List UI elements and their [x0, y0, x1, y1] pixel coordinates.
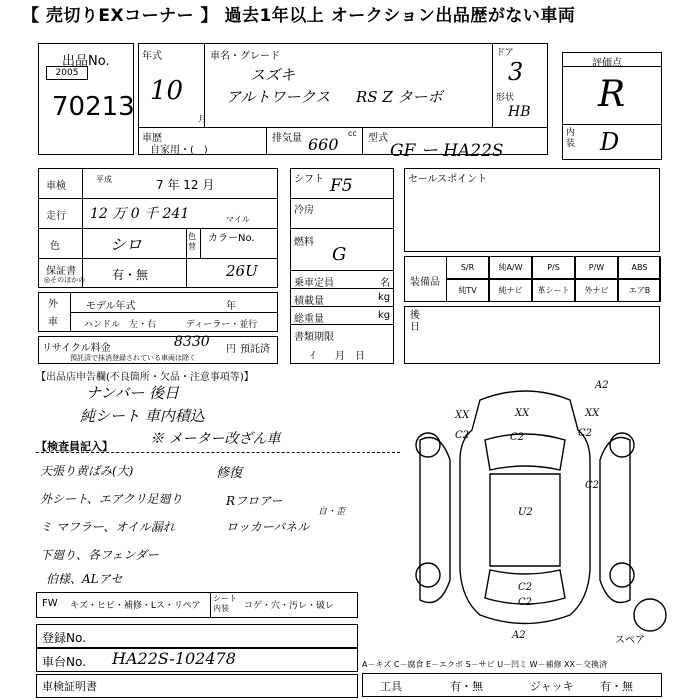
equipment-cell-1-1: 純ナビ	[489, 279, 532, 302]
equipment-cell-1-2: 革シート	[532, 279, 575, 302]
recycle-status: 預託済	[240, 344, 270, 355]
grade-label: 評価点	[592, 58, 622, 69]
lot-number: 70213	[52, 92, 135, 122]
gross-unit: kg	[378, 310, 391, 321]
mark-c2-3: C2	[578, 428, 593, 439]
equipment-cell-1-0: 純TV	[446, 279, 489, 302]
left-side-outline	[420, 438, 450, 603]
inspection-value: 7 年 12 月	[156, 178, 215, 192]
equipment-cell-1-3: 外ナビ	[575, 279, 618, 302]
doors-value: 3	[508, 58, 524, 86]
inspector-line-4: 下廻り、各フェンダー	[40, 548, 159, 562]
page-header	[0, 0, 700, 32]
shape-value: HB	[508, 104, 531, 120]
color-code-label: カラーNo.	[208, 233, 255, 244]
jack-label: ジャッキ	[530, 680, 574, 693]
fuel-value: G	[332, 244, 347, 265]
equipment-label: 装備品	[410, 277, 440, 288]
mark-c2-1: C2	[455, 430, 470, 441]
mileage-unit: マイル	[226, 215, 250, 224]
equipment-cell-0-3: P/W	[575, 256, 618, 279]
fuel-label: 燃料	[294, 237, 314, 248]
mark-xx-3: XX	[585, 408, 600, 419]
mark-c2-2: C2	[510, 432, 525, 443]
store-note-3: ※ メーター改ざん車	[150, 431, 281, 447]
mileage-value: 12 万 0 千 241	[90, 206, 190, 222]
sales-point-label: セールスポイント	[408, 174, 488, 185]
rear-label: 後日	[410, 310, 420, 333]
year-unit: 月	[198, 115, 208, 125]
type-value: GF ー HA22S	[390, 141, 504, 161]
registration-label: 登録No.	[42, 631, 86, 645]
fw-label: FW	[42, 598, 58, 609]
displacement-unit: cc	[348, 129, 357, 138]
grade-exterior: R	[598, 74, 626, 115]
capacity-unit: 名	[380, 278, 390, 289]
doc-deadline-value: ｲ 月 日	[310, 351, 365, 362]
color-change: 色替	[188, 232, 196, 251]
mark-a2-bottom: A2	[512, 630, 526, 641]
foreign-row1: モデル年式	[86, 301, 136, 312]
mark-xx-1: XX	[455, 410, 470, 421]
right-side-outline	[600, 438, 630, 603]
inspection-label: 車検	[46, 181, 66, 192]
store-notes-label: 【出品店申告欄(不良箇所・欠品・注意事項等)】	[36, 372, 254, 383]
year-label: 年式	[142, 51, 162, 62]
interior-value: D	[600, 128, 620, 156]
mileage-label: 走行	[46, 211, 66, 222]
windshield-outline	[485, 434, 565, 470]
legend: A－キズ C－腐食 E－エクボ S－サビ U－凹ミ W－補修 XX－交換済	[362, 660, 608, 669]
spare-tire	[634, 599, 666, 631]
inspector-right-2: Rフロアー	[226, 494, 283, 508]
use-label: 車歴	[142, 133, 162, 144]
doors-label: ドア	[496, 48, 514, 58]
capacity-label: 乗車定員	[294, 278, 334, 289]
inspector-line-2: 外シート、エアクリ足廻り	[40, 492, 183, 506]
lot-year-tag: 2005	[46, 66, 88, 80]
gross-label: 総重量	[294, 314, 324, 325]
fw-items: キズ・ヒビ・補修・Lス・リペア	[70, 601, 201, 611]
equipment-cell-1-4: エアB	[618, 279, 661, 302]
foreign-row1-unit: 年	[226, 301, 236, 312]
equipment-cell-0-1: 純A/W	[489, 256, 532, 279]
color-label: 色	[50, 241, 60, 252]
inspector-line-5: 伯様、ALアセ	[46, 572, 123, 586]
fw-seat-label: シート内装	[213, 594, 237, 613]
car-diagram	[400, 370, 690, 645]
recycle-note: 預託済で抹消登録されている車両は除く	[70, 354, 196, 362]
color-value: シロ	[110, 235, 143, 254]
doc-deadline-label: 書類期限	[294, 332, 334, 343]
use-value: 自家用・( )	[150, 145, 208, 156]
foreign-label: 外車	[48, 299, 58, 328]
header-title: 【 売切りEXコーナー 】 過去1年以上 オークション出品歴がない車両	[22, 6, 576, 26]
store-note-1: ナンバー 後日	[86, 384, 179, 402]
inspector-right-3: 自・歪	[318, 507, 346, 517]
recycle-value: 8330	[174, 334, 210, 350]
warranty-note: ◎そのほかの	[44, 276, 86, 284]
model-name: アルトワークス	[226, 88, 331, 106]
mark-c2-6: C2	[518, 597, 533, 608]
tools-value: 有・無	[450, 680, 483, 693]
inspector-line-1: 天張り黄ばみ(大)	[40, 464, 134, 478]
interior-label: 内装	[566, 128, 576, 149]
ac-label: 冷房	[294, 205, 314, 216]
mark-a2-top: A2	[595, 380, 609, 391]
model-grade: RS Z ターボ	[356, 88, 443, 106]
inspection-era: 平成	[96, 175, 112, 184]
mark-c2-5: C2	[518, 582, 533, 593]
shift-label: シフト	[294, 174, 324, 185]
fw-seat-items: コゲ・穴・汚レ・破レ	[244, 601, 335, 611]
load-label: 積載量	[294, 296, 324, 307]
mark-c2-4: C2	[585, 480, 600, 491]
foreign-row2a: ハンドル 左・右	[84, 320, 157, 330]
rear-box	[404, 306, 660, 364]
foreign-row2b: ディーラー・並行	[186, 320, 258, 330]
shape-label: 形状	[496, 93, 515, 103]
roof-outline	[490, 474, 560, 566]
inspector-label: 【検査員記入】	[36, 440, 113, 453]
displacement-label: 排気量	[272, 133, 302, 144]
displacement-value: 660	[308, 135, 339, 154]
recycle-unit: 円	[226, 344, 236, 355]
load-unit: kg	[378, 292, 391, 303]
year-value: 10	[150, 76, 184, 106]
color-code: 26U	[226, 262, 258, 280]
mark-xx-2: XX	[515, 408, 530, 419]
equipment-cell-0-0: S/R	[446, 256, 489, 279]
equipment-cell-0-2: P/S	[532, 256, 575, 279]
jack-value: 有・無	[600, 680, 633, 693]
equipment-cell-0-4: ABS	[618, 256, 661, 279]
recycle-label: リサイクル料金	[42, 343, 111, 354]
spare-label: スペア	[615, 635, 645, 645]
store-note-2: 純シート 車内積込	[80, 407, 205, 425]
chassis-label: 車台No.	[42, 655, 86, 669]
warranty-value: 有・無	[112, 268, 149, 282]
chassis-value: HA22S-102478	[112, 649, 236, 668]
warranty-label: 保証書	[46, 266, 76, 277]
model-maker: スズキ	[250, 66, 296, 84]
inspector-line-3: ミ マフラー、オイル漏れ	[40, 520, 175, 534]
lot-label: 出品No.	[62, 54, 110, 69]
inspector-right-4: ロッカーパネル	[226, 520, 310, 534]
type-label: 型式	[368, 133, 388, 144]
tools-label: 工具	[380, 680, 402, 693]
inspector-right-1: 修復	[216, 466, 243, 481]
reg-cert-label: 車検証明書	[42, 680, 97, 693]
model-label: 車名・グレード	[210, 51, 280, 62]
shift-value: F5	[330, 176, 353, 196]
mark-u2: U2	[518, 507, 533, 518]
